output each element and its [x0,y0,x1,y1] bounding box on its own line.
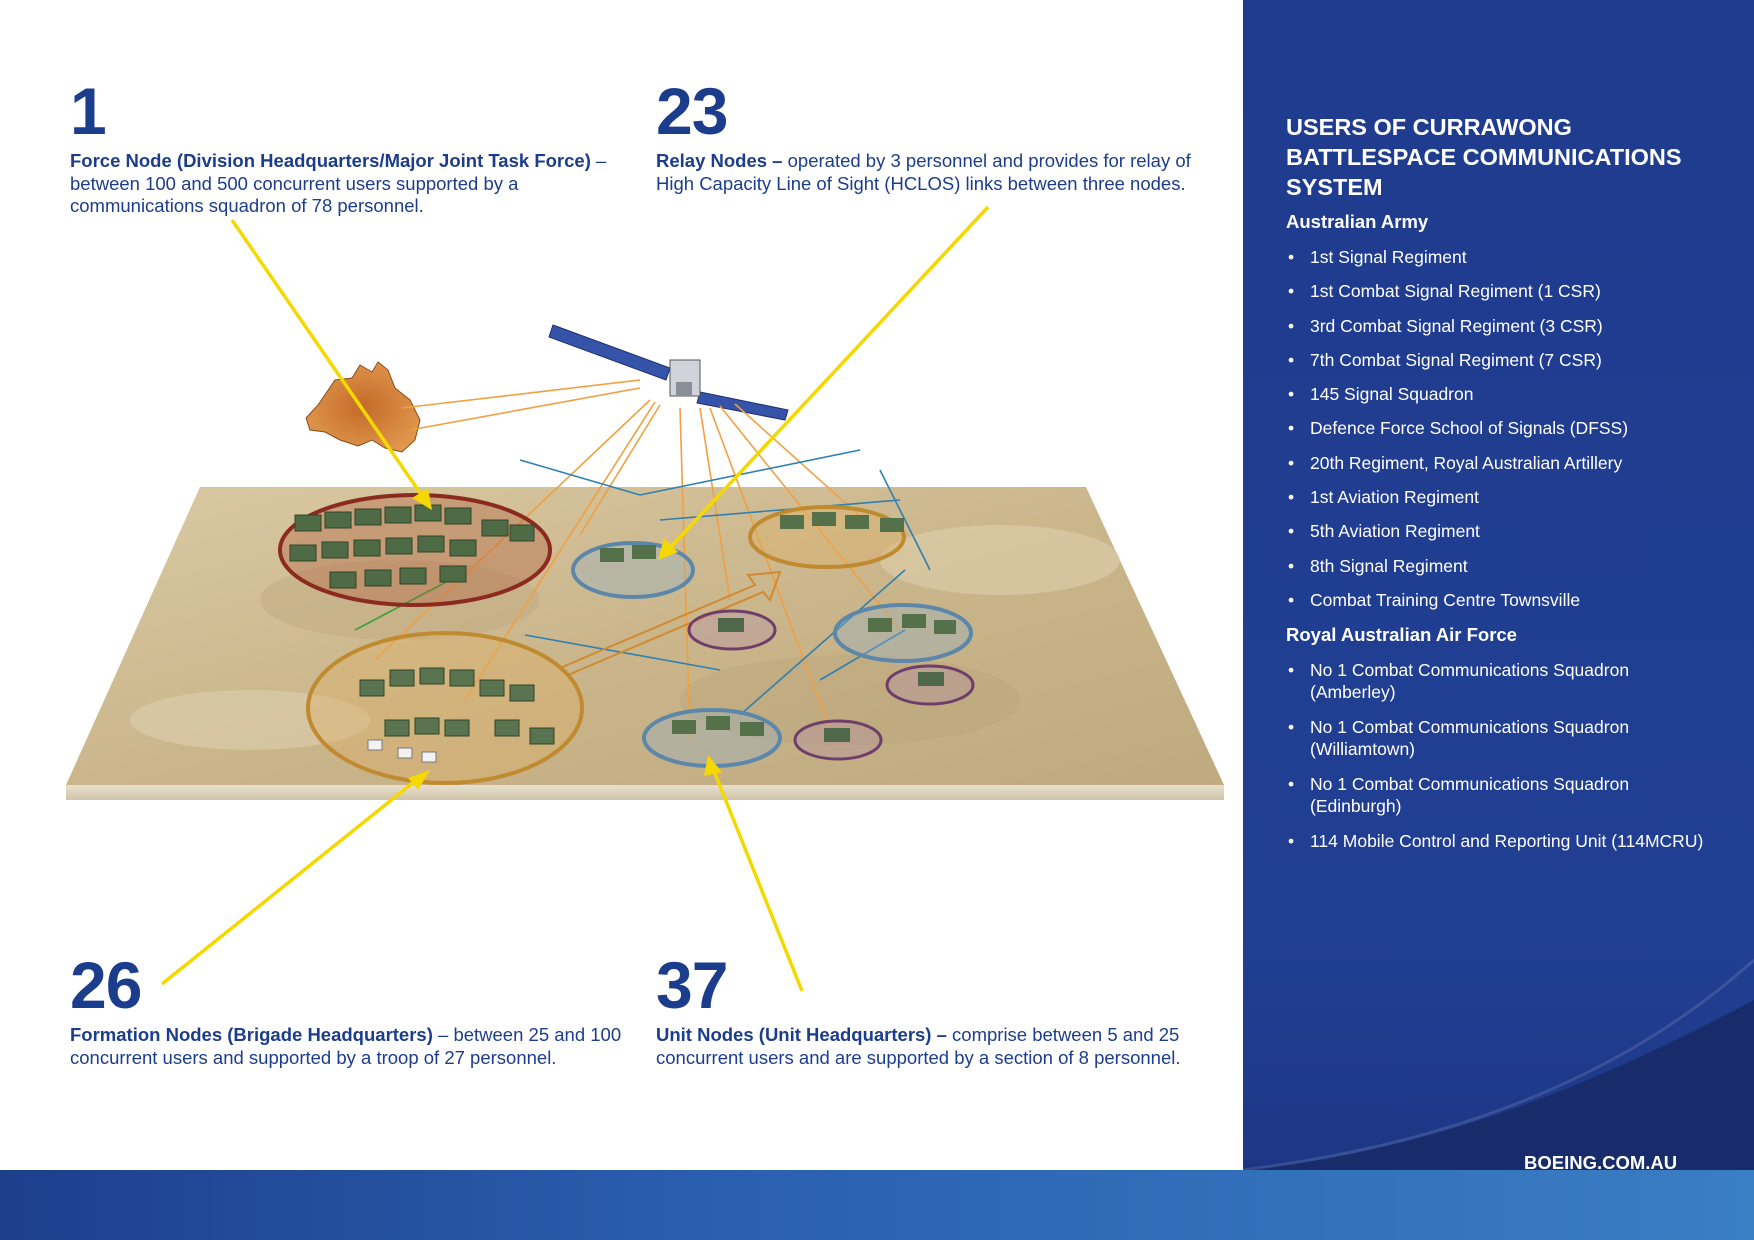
relay-node-area-2 [750,507,904,567]
list-item: • 5th Aviation Regiment [1286,520,1716,542]
list-item: • 1st Combat Signal Regiment (1 CSR) [1286,280,1716,302]
unit-node-description [656,1024,1216,1069]
list-item: • No 1 Combat Communications Squadron (Williamtown) [1286,716,1716,760]
boeing-url: BOEING.COM.AU [1524,1152,1678,1173]
formation-node-number: 26 [70,948,142,1022]
list-item: • 145 Signal Squadron [1286,383,1716,405]
army-list [1286,246,1716,623]
force-node-area [280,495,550,605]
list-item: • 7th Combat Signal Regiment (7 CSR) [1286,349,1716,371]
footer-band [0,1170,1754,1240]
list-item: • 3rd Combat Signal Regiment (3 CSR) [1286,315,1716,337]
list-item: • Combat Training Centre Townsville [1286,589,1716,611]
unit-node-title: Unit Nodes (Unit Headquarters) – [656,1024,947,1045]
list-item: • No 1 Combat Communications Squadron (Edinburgh) [1286,773,1716,817]
unit-node-number: 37 [656,948,728,1022]
raaf-heading: Royal Australian Air Force [1286,624,1517,645]
formation-node-note [70,948,630,1069]
unit-node-area [644,710,780,766]
relay-node-note [656,74,1216,195]
force-node-title: Force Node (Division Headquarters/Major Joint Task Force) [70,150,591,171]
force-node-number: 1 [70,74,106,148]
formation-node-area [308,633,582,783]
list-item: • Defence Force School of Signals (DFSS) [1286,417,1716,439]
relay-node-description [656,150,1216,195]
force-node-text: – between 100 and 500 concurrent users supported by a communications squadron of 78 personnel. [70,150,607,216]
formation-node-title: Formation Nodes (Brigade Headquarters) [70,1024,433,1045]
relay-node-number: 23 [656,74,728,148]
formation-node-text: – between 25 and 100 concurrent users and supported by a troop of 27 personnel. [70,1024,622,1068]
raaf-list [1286,659,1716,865]
sidebar-panel [1243,0,1754,1170]
army-heading: Australian Army [1286,211,1429,232]
relay-node-title: Relay Nodes – [656,150,783,171]
force-node-note [70,74,630,218]
list-item: • 8th Signal Regiment [1286,555,1716,577]
list-item: • 20th Regiment, Royal Australian Artillery [1286,452,1716,474]
relay-node-text: operated by 3 personnel and provides for relay of High Capacity Line of Sight (HCLOS) links between three nodes. [656,150,1191,194]
list-item: • 1st Signal Regiment [1286,246,1716,268]
sidebar-title: USERS OF CURRAWONG BATTLESPACE COMMUNICATIONS SYSTEM [1286,114,1682,200]
unit-node-text: comprise between 5 and 25 concurrent users and are supported by a section of 8 personnel. [656,1024,1181,1068]
unit-node-area-2 [835,605,971,661]
list-item: • 114 Mobile Control and Reporting Unit (114MCRU) [1286,830,1716,852]
formation-node-description [70,1024,630,1069]
force-node-description [70,150,630,218]
unit-node-note [656,948,1216,1069]
list-item: • No 1 Combat Communications Squadron (Amberley) [1286,659,1716,703]
list-item: • 1st Aviation Regiment [1286,486,1716,508]
terrain [66,487,1224,800]
satellite [549,325,788,420]
